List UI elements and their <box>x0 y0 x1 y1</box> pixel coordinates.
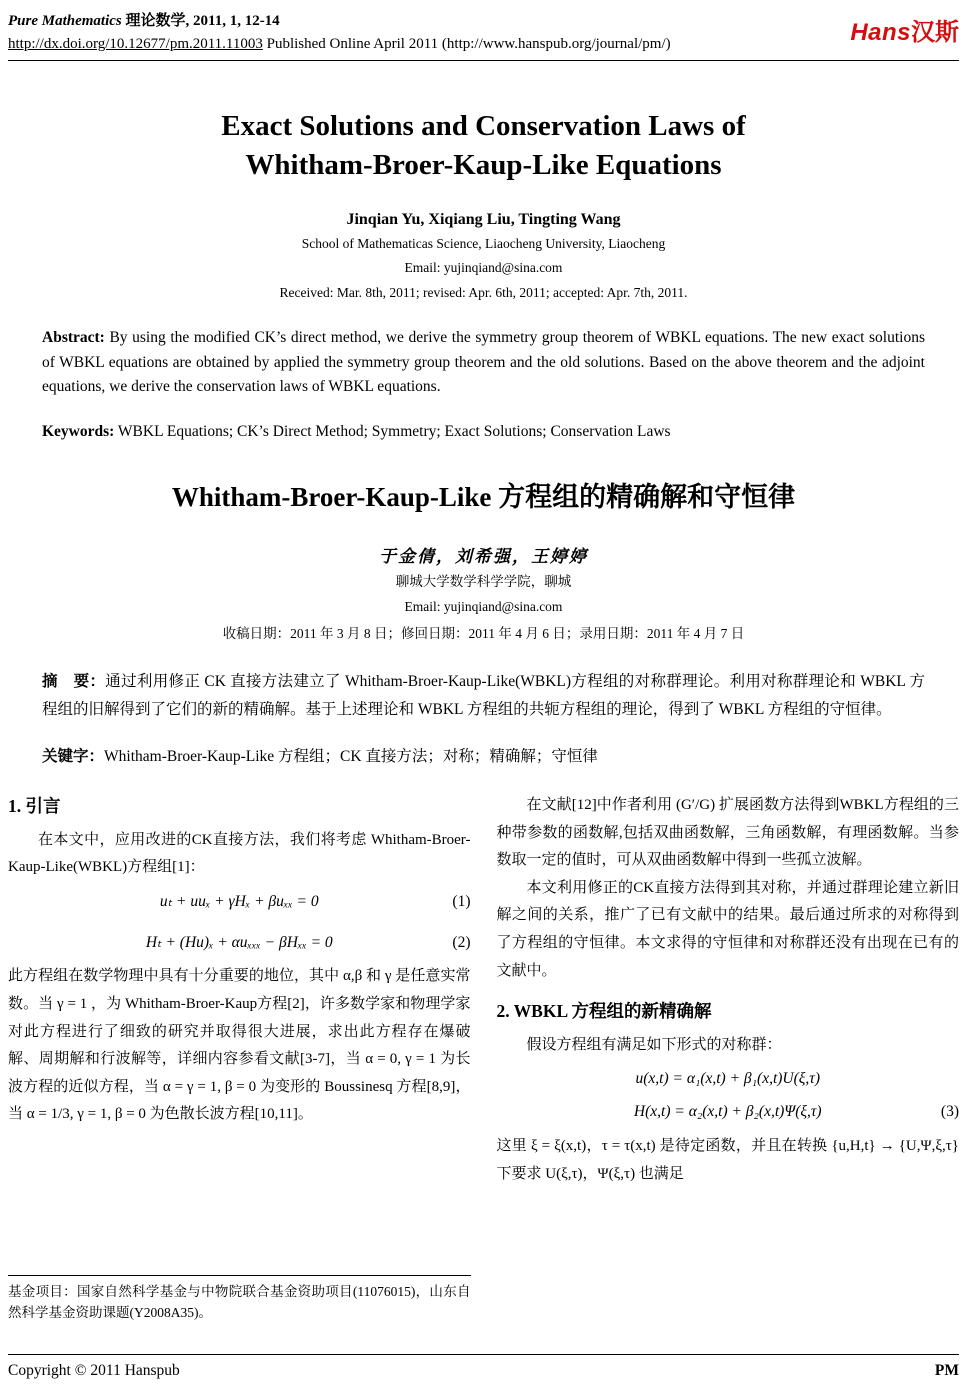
abstract-label: Abstract: <box>42 329 105 347</box>
intro-paragraph: 在本文中，应用改进的CK直接方法，我们将考虑 Whitham-Broer-Kaup-Like(WBKL)方程组[1]： <box>8 831 471 876</box>
abstract-cn-paragraph <box>42 668 925 724</box>
right-column <box>497 792 960 1324</box>
method-summary-paragraph: 本文利用修正的CK直接方法得到其对称，并通过群理论建立新旧解之间的关系，推广了已有文献中的结果。最后通过所求的对称得到了方程组的守恒律。本文求得的守恒律和对称群还没有出现在已有的文献中。 <box>496 879 959 979</box>
journal-header-left <box>8 10 671 57</box>
left-column <box>8 792 471 1324</box>
hanspub-logo-cn: 汉斯 <box>911 19 959 46</box>
equation-1 <box>8 890 471 915</box>
abstract-cn-label: 摘 要： <box>42 673 106 691</box>
abstract-cn-text: 通过利用修正 CK 直接方法建立了 Whitham-Broer-Kaup-Like(WBKL)方程组的对称群理论。利用对称群理论和 WBKL 方程组的旧解得到了它们的新的精确解。基于上述理论和 WBKL 方程组的共轭方程组的理论，得到了 WBKL 方程组的守恒律。 <box>42 673 925 719</box>
equation-2-number: (2) <box>452 933 471 951</box>
section-1-heading: 1. 引言 <box>8 796 61 817</box>
received-dates: Received: Mar. 8th, 2011; revised: Apr. 6th, 2011; accepted: Apr. 7th, 2011. <box>279 284 688 300</box>
symmetry-assumption-paragraph: 假设方程组有满足如下形式的对称群： <box>526 1036 782 1053</box>
journal-issue-info: 理论数学, 2011, 1, 12-14 <box>121 13 280 29</box>
affiliation-en: School of Mathematicas Science, Liaocheng University, Liaocheng <box>301 235 666 251</box>
keywords-label: Keywords: <box>42 422 115 440</box>
published-info: Published Online April 2011 (http://www.hanspub.org/journal/pm/) <box>262 36 671 53</box>
doi-link[interactable]: http://dx.doi.org/10.12677/pm.2011.11003 <box>8 36 263 53</box>
equation-2 <box>8 931 471 956</box>
email-cn: Email: yujinqiand@sina.com <box>404 598 563 614</box>
journal-page-mark: PM <box>934 1362 959 1379</box>
keywords-cn-paragraph <box>42 744 925 766</box>
paper-title-cn: Whitham-Broer-Kaup-Like 方程组的精确解和守恒律 <box>171 482 796 513</box>
paper-title-en <box>8 107 959 185</box>
journal-title-line <box>8 10 671 33</box>
keywords-cn-label: 关键字： <box>42 748 105 766</box>
section-2-heading: 2. WBKL 方程组的新精确解 <box>496 1001 712 1022</box>
abstract-text: By using the modified CK’s direct method, we derive the symmetry group theorem of WBKL equations. The new exact solutions of WBKL equations are obtained by applied the symmetry group theorem and the old solutions. Based on the above theorem and the adjoint equations, we derive the conservation laws of WBKL equations. <box>42 329 925 396</box>
equation-1-number: (1) <box>452 892 471 910</box>
equation-2-body: Hₜ + (Hu)ₓ + αuₓₓₓ − βHₓₓ = 0 <box>145 933 333 951</box>
keywords-cn-text: Whitham-Broer-Kaup-Like 方程组；CK 直接方法；对称；精确解；守恒律 <box>104 748 598 766</box>
funding-footnote: 基金项目：国家自然科学基金与中物院联合基金资助项目(11076015)，山东自然科学基金资助课题(Y2008A35)。 <box>8 1275 471 1324</box>
hanspub-logo <box>850 12 959 47</box>
email-en: Email: yujinqiand@sina.com <box>404 260 563 276</box>
equation-3a <box>497 1067 960 1092</box>
hanspub-logo-latin: Hans <box>850 19 911 46</box>
paper-title-en-line2: Whitham-Broer-Kaup-Like Equations <box>245 148 722 181</box>
dates-cn: 收稿日期：2011 年 3 月 8 日；修回日期：2011 年 4 月 6 日；录用日期：2011 年 4 月 7 日 <box>222 626 745 642</box>
header-divider <box>8 60 959 61</box>
keywords-text: WBKL Equations; CK’s Direct Method; Symmetry; Exact Solutions; Conservation Laws <box>114 422 671 440</box>
journal-doi-line <box>8 33 671 56</box>
two-column-body <box>8 792 959 1324</box>
equation-3b <box>497 1100 960 1125</box>
journal-title: Pure Mathematics <box>8 13 122 29</box>
paper-title-en-line1: Exact Solutions and Conservation Laws of <box>221 109 746 142</box>
background-paragraph: 此方程组在数学物理中具有十分重要的地位，其中 α,β 和 γ 是任意实常数。当 γ = 1 ，为 Whitham-Broer-Kaup方程[2]，许多数学家和物理学家对此方程进行了细致的研究并取得很大进展，求出此方程存在爆破解、周期解和行波解等，详细内容参看文献[3-7]，当 α = 0, γ = 1 为长波方程的近似方程，当 α = γ = 1, β = 0 为变形的 Boussinesq 方程[8,9]，当 α = 1/3, γ = 1, β = 0 为色散长波方程[10,11]。 <box>8 968 471 1123</box>
keywords-paragraph <box>42 420 925 443</box>
authors-cn: 于金倩，刘希强，王婷婷 <box>379 547 588 567</box>
page-footer <box>8 1354 959 1380</box>
transform-explanation-paragraph: 这里 ξ = ξ(x,t)，τ = τ(x,t) 是待定函数，并且在转换 {u,H,t} → {U,Ψ,ξ,τ} 下要求 U(ξ,τ)，Ψ(ξ,τ) 也满足 <box>496 1137 959 1182</box>
equation-3a-body: u(x,t) = α₁(x,t) + β₁(x,t)U(ξ,τ) <box>635 1070 821 1088</box>
equation-3b-body: H(x,t) = α₂(x,t) + β₂(x,t)Ψ(ξ,τ) <box>633 1103 822 1121</box>
copyright-text: Copyright © 2011 Hanspub <box>8 1362 180 1379</box>
journal-header <box>8 10 959 57</box>
literature-paragraph: 在文献[12]中作者利用 (G′/G) 扩展函数方法得到WBKL方程组的三种带参数的函数解,包括双曲函数解，三角函数解，有理函数解。当参数取一定的值时，可从双曲函数解中得到一些孤立波解。 <box>496 797 959 869</box>
authors-en: Jinqian Yu, Xiqiang Liu, Tingting Wang <box>346 210 621 228</box>
affiliation-cn: 聊城大学数学科学学院，聊城 <box>395 574 572 590</box>
equation-3-number: (3) <box>940 1103 959 1121</box>
equation-1-body: uₜ + uuₓ + γHₓ + βuₓₓ = 0 <box>159 892 319 910</box>
abstract-paragraph <box>42 326 925 399</box>
